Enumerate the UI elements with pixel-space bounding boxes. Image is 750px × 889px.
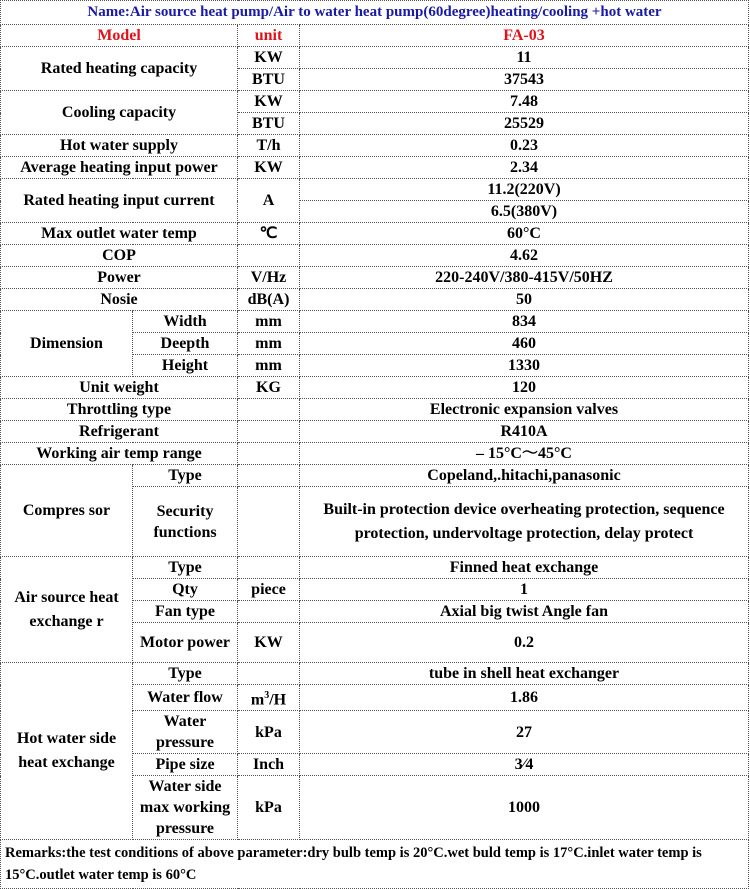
- air-type-unit: [238, 557, 300, 579]
- remarks-row: [1, 840, 749, 889]
- rated-current-label: Rated heating input current: [1, 179, 238, 223]
- table-row: [1, 179, 749, 201]
- rated-current-380: 6.5(380V): [300, 201, 749, 223]
- table-row: [1, 663, 749, 685]
- height-label: Height: [133, 355, 238, 377]
- table-row: [1, 91, 749, 113]
- avg-input-label: Average heating input power: [1, 157, 238, 179]
- hot-water-unit: T/h: [238, 135, 300, 157]
- cooling-unit-btu: BTU: [238, 113, 300, 135]
- rated-heating-kw: 11: [300, 47, 749, 69]
- air-type-label: Type: [133, 557, 238, 579]
- air-type-value: Finned heat exchange: [300, 557, 749, 579]
- max-outlet-value: 60°C: [300, 223, 749, 245]
- max-pressure-value: 1000: [300, 776, 749, 840]
- cop-unit: [238, 245, 300, 267]
- dimension-label: Dimension: [1, 311, 133, 377]
- hot-water-label: Hot water supply: [1, 135, 238, 157]
- table-row: [1, 557, 749, 579]
- table-row: [1, 465, 749, 487]
- pipe-size-value: 3⁄4: [300, 754, 749, 776]
- throttling-label: Throttling type: [1, 399, 238, 421]
- unit-header: unit: [238, 25, 300, 47]
- water-flow-unit-sup: 3: [264, 690, 270, 701]
- motor-power-unit: KW: [238, 623, 300, 663]
- hot-water-exchanger-label: Hot water side heat exchange: [1, 663, 133, 840]
- water-flow-label: Water flow: [133, 685, 238, 711]
- compressor-type-unit: [238, 465, 300, 487]
- water-flow-unit-base: m: [250, 691, 265, 709]
- noise-label: Nosie: [1, 289, 238, 311]
- fan-type-unit: [238, 601, 300, 623]
- air-exchanger-label: Air source heat exchange r: [1, 557, 133, 663]
- remarks-text: Remarks:the test conditions of above parameter:dry bulb temp is 20°C.wet buld temp is 17°C.inlet water temp is 15°C.outlet water temp is 60°C: [1, 840, 749, 889]
- water-flow-unit-tail: /H: [269, 691, 287, 709]
- rated-heating-btu: 37543: [300, 69, 749, 91]
- weight-unit: KG: [238, 377, 300, 399]
- cop-label: COP: [1, 245, 238, 267]
- max-outlet-label: Max outlet water temp: [1, 223, 238, 245]
- power-unit: V/Hz: [238, 267, 300, 289]
- air-range-unit: [238, 443, 300, 465]
- cooling-kw: 7.48: [300, 91, 749, 113]
- header-row: [1, 25, 749, 47]
- hot-water-value: 0.23: [300, 135, 749, 157]
- compressor-security-label: Security functions: [133, 487, 238, 557]
- power-label: Power: [1, 267, 238, 289]
- throttling-value: Electronic expansion valves: [300, 399, 749, 421]
- air-range-value: – 15°C～45°C: [300, 443, 749, 465]
- compressor-type-label: Type: [133, 465, 238, 487]
- pipe-size-unit: Inch: [238, 754, 300, 776]
- throttling-unit: [238, 399, 300, 421]
- rated-current-220: 11.2(220V): [300, 179, 749, 201]
- weight-value: 120: [300, 377, 749, 399]
- fan-type-value: Axial big twist Angle fan: [300, 601, 749, 623]
- max-outlet-unit: ℃: [238, 223, 300, 245]
- power-value: 220-240V/380-415V/50HZ: [300, 267, 749, 289]
- model-value: FA-03: [300, 25, 749, 47]
- cooling-unit-kw: KW: [238, 91, 300, 113]
- water-flow-value: 1.86: [300, 685, 749, 711]
- compressor-label: Compres sor: [1, 465, 133, 557]
- water-pressure-unit: kPa: [238, 711, 300, 754]
- rated-heating-unit-kw: KW: [238, 47, 300, 69]
- air-range-label: Working air temp range: [1, 443, 238, 465]
- noise-value: 50: [300, 289, 749, 311]
- rated-heating-unit-btu: BTU: [238, 69, 300, 91]
- rated-current-unit: A: [238, 179, 300, 223]
- rated-heating-label: Rated heating capacity: [1, 47, 238, 91]
- water-flow-unit: [238, 685, 300, 711]
- depth-label: Deepth: [133, 333, 238, 355]
- table-row: [1, 267, 749, 289]
- width-value: 834: [300, 311, 749, 333]
- table-row: [1, 311, 749, 333]
- sheet-title: Name:Air source heat pump/Air to water heat pump(60degree)heating/cooling +hot water: [1, 1, 749, 25]
- compressor-security-value: Built-in protection device overheating protection, sequence protection, undervoltage protection, delay protect: [300, 487, 749, 557]
- noise-unit: dB(A): [238, 289, 300, 311]
- avg-input-value: 2.34: [300, 157, 749, 179]
- hw-type-label: Type: [133, 663, 238, 685]
- pipe-size-label: Pipe size: [133, 754, 238, 776]
- depth-value: 460: [300, 333, 749, 355]
- table-row: [1, 421, 749, 443]
- hw-type-value: tube in shell heat exchanger: [300, 663, 749, 685]
- refrigerant-value: R410A: [300, 421, 749, 443]
- cooling-label: Cooling capacity: [1, 91, 238, 135]
- height-value: 1330: [300, 355, 749, 377]
- air-qty-label: Qty: [133, 579, 238, 601]
- table-row: [1, 47, 749, 69]
- hw-type-unit: [238, 663, 300, 685]
- table-row: [1, 157, 749, 179]
- water-pressure-label: Water pressure: [133, 711, 238, 754]
- avg-input-unit: KW: [238, 157, 300, 179]
- air-qty-value: 1: [300, 579, 749, 601]
- refrigerant-label: Refrigerant: [1, 421, 238, 443]
- table-row: [1, 377, 749, 399]
- height-unit: mm: [238, 355, 300, 377]
- depth-unit: mm: [238, 333, 300, 355]
- model-header: Model: [1, 25, 238, 47]
- width-label: Width: [133, 311, 238, 333]
- max-pressure-unit: kPa: [238, 776, 300, 840]
- table-row: [1, 399, 749, 421]
- cop-value: 4.62: [300, 245, 749, 267]
- table-row: [1, 135, 749, 157]
- air-qty-unit: piece: [238, 579, 300, 601]
- table-row: [1, 245, 749, 267]
- motor-power-value: 0.2: [300, 623, 749, 663]
- max-pressure-label: Water side max working pressure: [133, 776, 238, 840]
- fan-type-label: Fan type: [133, 601, 238, 623]
- width-unit: mm: [238, 311, 300, 333]
- table-row: [1, 443, 749, 465]
- table-row: [1, 289, 749, 311]
- compressor-type-value: Copeland,.hitachi,panasonic: [300, 465, 749, 487]
- compressor-security-unit: [238, 487, 300, 557]
- weight-label: Unit weight: [1, 377, 238, 399]
- refrigerant-unit: [238, 421, 300, 443]
- title-row: [1, 1, 749, 25]
- motor-power-label: Motor power: [133, 623, 238, 663]
- table-row: [1, 223, 749, 245]
- cooling-btu: 25529: [300, 113, 749, 135]
- water-pressure-value: 27: [300, 711, 749, 754]
